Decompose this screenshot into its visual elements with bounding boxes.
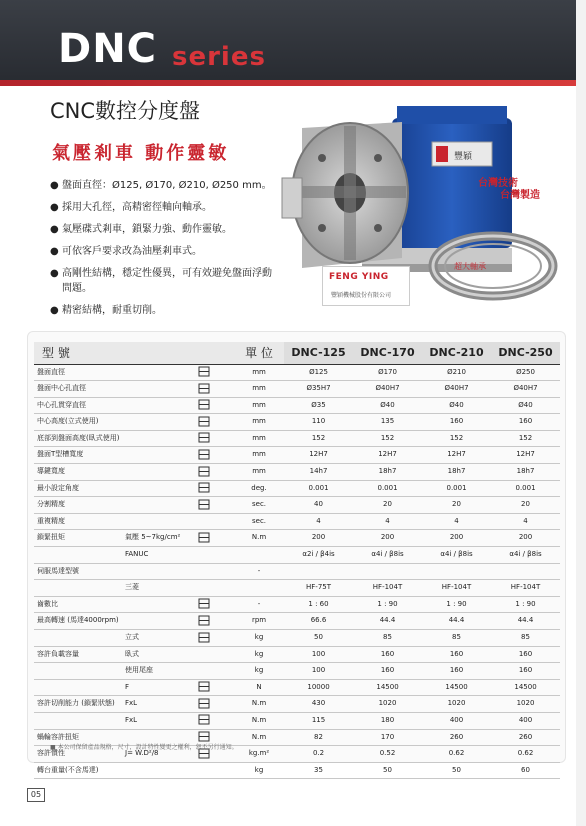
spec-name: 盤面直徑 bbox=[34, 364, 122, 381]
spec-value: 1020 bbox=[422, 696, 491, 713]
spec-value: 400 bbox=[491, 712, 560, 729]
taiwan-badge bbox=[478, 178, 568, 212]
spec-icon-cell bbox=[174, 397, 234, 414]
header-unit: 單 位 bbox=[234, 342, 284, 364]
spec-name: 盤面中心孔直徑 bbox=[34, 381, 122, 398]
spec-extra bbox=[122, 480, 174, 497]
spec-value: 100 bbox=[284, 646, 353, 663]
spec-value: Ø35H7 bbox=[284, 381, 353, 398]
spec-unit: kg bbox=[234, 630, 284, 647]
spec-unit: kg bbox=[234, 646, 284, 663]
spec-value: 20 bbox=[491, 497, 560, 514]
spec-value: 66.6 bbox=[284, 613, 353, 630]
spec-value: 160 bbox=[422, 663, 491, 680]
spec-value: 44.4 bbox=[491, 613, 560, 630]
feature-item: ● 盤面直徑：Ø125, Ø170, Ø210, Ø250 mm。 bbox=[50, 180, 272, 191]
spec-value: Ø40 bbox=[491, 397, 560, 414]
spec-value: Ø40 bbox=[353, 397, 422, 414]
spec-unit: N.m bbox=[234, 696, 284, 713]
spec-value: 200 bbox=[422, 530, 491, 547]
spec-name: 中心孔貫穿直徑 bbox=[34, 397, 122, 414]
spec-value: Ø170 bbox=[353, 364, 422, 381]
spec-extra: FxL bbox=[122, 696, 174, 713]
spec-unit: mm bbox=[234, 464, 284, 481]
bearing-label: 超大軸承 bbox=[454, 262, 486, 271]
spec-value: 20 bbox=[353, 497, 422, 514]
spec-name bbox=[34, 630, 122, 647]
taiwan-tech-label: 台灣技術 bbox=[478, 178, 518, 189]
spec-unit: rpm bbox=[234, 613, 284, 630]
spec-unit: kg bbox=[234, 762, 284, 779]
spec-value: 18h7 bbox=[491, 464, 560, 481]
spec-value: 170 bbox=[353, 729, 422, 746]
spec-name: 最小設定角度 bbox=[34, 480, 122, 497]
spec-name: 伺服馬達型號 bbox=[34, 563, 122, 580]
spec-unit: deg. bbox=[234, 480, 284, 497]
table-row bbox=[34, 563, 560, 580]
spec-extra bbox=[122, 563, 174, 580]
table-row bbox=[34, 430, 560, 447]
spec-icon-cell bbox=[174, 712, 234, 729]
plate-brand: 豐穎 bbox=[454, 152, 473, 162]
spec-value: 50 bbox=[284, 630, 353, 647]
spec-name bbox=[34, 547, 122, 564]
spec-value: 1 : 60 bbox=[284, 596, 353, 613]
spec-value: 14500 bbox=[491, 679, 560, 696]
spec-icon-cell bbox=[174, 663, 234, 680]
spec-unit bbox=[234, 580, 284, 597]
spec-name: 蝸輪容許扭矩 bbox=[34, 729, 122, 746]
spec-value: 85 bbox=[422, 630, 491, 647]
spec-value: Ø125 bbox=[284, 364, 353, 381]
spec-unit: mm bbox=[234, 447, 284, 464]
feature-item: ● 採用大孔徑，高精密徑軸向軸承。 bbox=[50, 202, 212, 213]
spec-unit: N.m bbox=[234, 712, 284, 729]
page-title: CNC數控分度盤 bbox=[50, 99, 201, 123]
spec-value: 50 bbox=[353, 762, 422, 779]
spec-icon-cell bbox=[174, 447, 234, 464]
spec-unit: mm bbox=[234, 430, 284, 447]
spec-value: 0.62 bbox=[422, 746, 491, 763]
spec-value: 1020 bbox=[491, 696, 560, 713]
spec-value: 10000 bbox=[284, 679, 353, 696]
spec-value: 152 bbox=[491, 430, 560, 447]
spec-value: 100 bbox=[284, 663, 353, 680]
spec-name: 最高轉速 (馬達4000rpm) bbox=[34, 613, 122, 630]
spec-extra: FANUC bbox=[122, 547, 174, 564]
spec-value: 160 bbox=[422, 646, 491, 663]
header-model-2: DNC-170 bbox=[353, 342, 422, 364]
spec-value: 0.001 bbox=[284, 480, 353, 497]
spec-icon-cell bbox=[174, 430, 234, 447]
spec-value: 18h7 bbox=[422, 464, 491, 481]
table-row bbox=[34, 712, 560, 729]
disclaimer-note: ■ 本公司保留產品規格，尺寸，設計特性變更之權利，恕不另行通知。 bbox=[50, 744, 238, 751]
feature-item: ● 高剛性結構，穩定性優異，可有效避免盤面浮動問題。 bbox=[50, 268, 272, 294]
brand-title: DNC bbox=[58, 26, 158, 72]
worm-torque-icon bbox=[197, 731, 211, 742]
load-vertical-icon bbox=[197, 632, 211, 643]
spec-value: HF-104T bbox=[353, 580, 422, 597]
spec-icon-cell bbox=[174, 414, 234, 431]
spec-icon-cell bbox=[174, 580, 234, 597]
spec-icon-cell bbox=[174, 497, 234, 514]
spec-extra bbox=[122, 414, 174, 431]
spec-icon-cell bbox=[174, 696, 234, 713]
spec-icon-cell bbox=[174, 364, 234, 381]
spec-value: 14500 bbox=[353, 679, 422, 696]
spec-name bbox=[34, 663, 122, 680]
spec-value: HF-104T bbox=[422, 580, 491, 597]
spec-body bbox=[34, 364, 560, 779]
spec-value: 44.4 bbox=[353, 613, 422, 630]
table-row bbox=[34, 630, 560, 647]
spec-value: Ø40 bbox=[422, 397, 491, 414]
table-row bbox=[34, 464, 560, 481]
table-row bbox=[34, 613, 560, 630]
table-row bbox=[34, 596, 560, 613]
spec-value: 0.62 bbox=[491, 746, 560, 763]
spec-unit: mm bbox=[234, 414, 284, 431]
spec-value: α2i / β4is bbox=[284, 547, 353, 564]
spec-unit: kg.m² bbox=[234, 746, 284, 763]
spec-value: 14500 bbox=[422, 679, 491, 696]
spec-icon-cell bbox=[174, 464, 234, 481]
spec-name: 容許慣性 bbox=[34, 746, 122, 763]
base-height-icon bbox=[197, 432, 211, 443]
table-row bbox=[34, 663, 560, 680]
table-row bbox=[34, 414, 560, 431]
spec-value: 152 bbox=[422, 430, 491, 447]
t-slot-icon bbox=[197, 449, 211, 460]
spec-name: 齒數比 bbox=[34, 596, 122, 613]
feature-item: ● 精密結構，耐重切削。 bbox=[50, 305, 162, 316]
spec-name: 導鍵寬度 bbox=[34, 464, 122, 481]
feature-item: ● 可依客戶要求改為油壓剎車式。 bbox=[50, 246, 202, 257]
spec-value: 110 bbox=[284, 414, 353, 431]
spec-value: 85 bbox=[353, 630, 422, 647]
spec-value: 12H7 bbox=[284, 447, 353, 464]
spec-icon-cell bbox=[174, 646, 234, 663]
header-model-1: DNC-125 bbox=[284, 342, 353, 364]
table-row bbox=[34, 547, 560, 564]
spec-value: 260 bbox=[491, 729, 560, 746]
spec-name bbox=[34, 712, 122, 729]
spec-unit: mm bbox=[234, 397, 284, 414]
spec-icon-cell bbox=[174, 630, 234, 647]
spec-value: Ø250 bbox=[491, 364, 560, 381]
spec-name: 轉台重量(不含馬達) bbox=[34, 762, 122, 779]
spec-value bbox=[491, 563, 560, 580]
spec-value: 85 bbox=[491, 630, 560, 647]
spec-extra: FxL bbox=[122, 712, 174, 729]
spec-value: 4 bbox=[353, 513, 422, 530]
spec-extra: 三菱 bbox=[122, 580, 174, 597]
spec-unit: N.m bbox=[234, 729, 284, 746]
spec-value bbox=[284, 563, 353, 580]
header-band bbox=[0, 0, 576, 86]
feature-list bbox=[50, 178, 280, 325]
spec-value: HF-75T bbox=[284, 580, 353, 597]
spec-value: 152 bbox=[353, 430, 422, 447]
spec-value: 12H7 bbox=[422, 447, 491, 464]
spec-extra: 立式 bbox=[122, 630, 174, 647]
page-number: 05 bbox=[27, 788, 45, 802]
spec-unit: - bbox=[234, 563, 284, 580]
center-hole-icon bbox=[197, 383, 211, 394]
spec-value: 4 bbox=[422, 513, 491, 530]
spec-unit bbox=[234, 547, 284, 564]
spec-unit: mm bbox=[234, 381, 284, 398]
spec-value: 152 bbox=[284, 430, 353, 447]
table-row bbox=[34, 679, 560, 696]
spec-icon-cell bbox=[174, 381, 234, 398]
gear-ratio-icon bbox=[197, 598, 211, 609]
spec-value: 60 bbox=[491, 762, 560, 779]
indexing-icon bbox=[197, 499, 211, 510]
spec-value: 160 bbox=[491, 414, 560, 431]
spec-unit: sec. bbox=[234, 497, 284, 514]
spec-value: Ø40H7 bbox=[491, 381, 560, 398]
table-row bbox=[34, 762, 560, 779]
spec-unit: N bbox=[234, 679, 284, 696]
spec-extra bbox=[122, 364, 174, 381]
through-hole-icon bbox=[197, 399, 211, 410]
spec-name: 分割精度 bbox=[34, 497, 122, 514]
taiwan-made-label: 台灣製造 bbox=[500, 190, 540, 201]
spec-value: 0.001 bbox=[422, 480, 491, 497]
spec-value: 160 bbox=[422, 414, 491, 431]
spec-extra bbox=[122, 464, 174, 481]
spec-value bbox=[353, 563, 422, 580]
spec-extra bbox=[122, 397, 174, 414]
force-fxl-icon bbox=[197, 698, 211, 709]
guide-key-icon bbox=[197, 466, 211, 477]
spec-extra bbox=[122, 447, 174, 464]
spec-value: 160 bbox=[491, 663, 560, 680]
spec-extra: J= W.D²/8 bbox=[122, 746, 174, 763]
table-row bbox=[34, 364, 560, 381]
table-row bbox=[34, 480, 560, 497]
spec-value: 18h7 bbox=[353, 464, 422, 481]
spec-value: Ø40H7 bbox=[353, 381, 422, 398]
spec-extra bbox=[122, 381, 174, 398]
spec-value: 20 bbox=[422, 497, 491, 514]
spec-value: 40 bbox=[284, 497, 353, 514]
spec-value: 0.2 bbox=[284, 746, 353, 763]
spec-unit: kg bbox=[234, 663, 284, 680]
spec-value: 430 bbox=[284, 696, 353, 713]
spec-name: 重複精度 bbox=[34, 513, 122, 530]
spec-extra: 氣壓 5~7kg/cm² bbox=[122, 530, 174, 547]
spec-extra bbox=[122, 513, 174, 530]
spec-table bbox=[34, 342, 560, 779]
spec-value: 0.52 bbox=[353, 746, 422, 763]
table-row bbox=[34, 397, 560, 414]
spec-value: 115 bbox=[284, 712, 353, 729]
table-row bbox=[34, 580, 560, 597]
spec-value: Ø35 bbox=[284, 397, 353, 414]
spec-value: α4i / β8is bbox=[491, 547, 560, 564]
spec-value: 12H7 bbox=[353, 447, 422, 464]
spec-value: 135 bbox=[353, 414, 422, 431]
table-row bbox=[34, 530, 560, 547]
spec-value bbox=[422, 563, 491, 580]
spec-icon-cell bbox=[174, 613, 234, 630]
spec-value: 4 bbox=[284, 513, 353, 530]
spec-value: 14h7 bbox=[284, 464, 353, 481]
spec-value: 50 bbox=[422, 762, 491, 779]
spec-icon-cell bbox=[174, 596, 234, 613]
spec-name: 中心高度(立式使用) bbox=[34, 414, 122, 431]
spec-value: α4i / β8is bbox=[353, 547, 422, 564]
spec-extra bbox=[122, 613, 174, 630]
header-stripe bbox=[0, 80, 576, 86]
spec-value: 260 bbox=[422, 729, 491, 746]
spec-unit: mm bbox=[234, 364, 284, 381]
spec-value: 160 bbox=[491, 646, 560, 663]
spec-value: 1 : 90 bbox=[491, 596, 560, 613]
spec-name: 底部到盤面高度(臥式使用) bbox=[34, 430, 122, 447]
spec-unit: - bbox=[234, 596, 284, 613]
spec-value: Ø210 bbox=[422, 364, 491, 381]
page-subtitle: 氣壓剎車 動作靈敏 bbox=[52, 143, 230, 164]
torque-icon bbox=[197, 532, 211, 543]
spec-value: 400 bbox=[422, 712, 491, 729]
spec-extra: 臥式 bbox=[122, 646, 174, 663]
table-row bbox=[34, 696, 560, 713]
spec-extra bbox=[122, 762, 174, 779]
spec-icon-cell bbox=[174, 547, 234, 564]
page-edge bbox=[576, 0, 586, 826]
bearing-image bbox=[418, 226, 558, 306]
header-model-4: DNC-250 bbox=[491, 342, 560, 364]
feature-item: ● 氣壓碟式剎車，鎖緊力強、動作靈敏。 bbox=[50, 224, 232, 235]
brand-series: series bbox=[172, 42, 266, 72]
spec-value: 4 bbox=[491, 513, 560, 530]
spec-extra bbox=[122, 596, 174, 613]
table-row bbox=[34, 513, 560, 530]
table-header-row bbox=[34, 342, 560, 364]
spec-value: 1 : 90 bbox=[422, 596, 491, 613]
center-height-icon bbox=[197, 416, 211, 427]
spec-extra: 使用尾座 bbox=[122, 663, 174, 680]
spec-value: 0.001 bbox=[491, 480, 560, 497]
table-row bbox=[34, 497, 560, 514]
spec-value: 1020 bbox=[353, 696, 422, 713]
spec-icon-cell bbox=[174, 563, 234, 580]
spec-name: 盤面T型槽寬度 bbox=[34, 447, 122, 464]
speed-icon bbox=[197, 615, 211, 626]
spec-name: 容許負載容量 bbox=[34, 646, 122, 663]
spec-unit: sec. bbox=[234, 513, 284, 530]
spec-value: 180 bbox=[353, 712, 422, 729]
spec-value: 44.4 bbox=[422, 613, 491, 630]
spec-icon-cell bbox=[174, 513, 234, 530]
table-row bbox=[34, 447, 560, 464]
spec-value: 1 : 90 bbox=[353, 596, 422, 613]
angle-icon bbox=[197, 482, 211, 493]
spec-icon-cell bbox=[174, 530, 234, 547]
diameter-icon bbox=[197, 366, 211, 377]
header-model: 型 號 bbox=[34, 342, 234, 364]
spec-value: 200 bbox=[491, 530, 560, 547]
table-row bbox=[34, 381, 560, 398]
table-row bbox=[34, 646, 560, 663]
spec-value: 82 bbox=[284, 729, 353, 746]
header-model-3: DNC-210 bbox=[422, 342, 491, 364]
spec-value: 200 bbox=[284, 530, 353, 547]
spec-value: α4i / β8is bbox=[422, 547, 491, 564]
spec-name: 容許切削能力 (鎖緊狀態) bbox=[34, 696, 122, 713]
spec-icon-cell bbox=[174, 679, 234, 696]
spec-extra bbox=[122, 497, 174, 514]
company-logo: FENG YING 豐穎機械股份有限公司 bbox=[322, 266, 410, 306]
spec-value: 160 bbox=[353, 646, 422, 663]
spec-value: 160 bbox=[353, 663, 422, 680]
spec-name: 鎖緊扭矩 bbox=[34, 530, 122, 547]
spec-extra bbox=[122, 430, 174, 447]
spec-name bbox=[34, 679, 122, 696]
spec-icon-cell bbox=[174, 480, 234, 497]
spec-extra: F bbox=[122, 679, 174, 696]
spec-value: HF-104T bbox=[491, 580, 560, 597]
force-f-icon bbox=[197, 681, 211, 692]
spec-value: 0.001 bbox=[353, 480, 422, 497]
spec-value: Ø40H7 bbox=[422, 381, 491, 398]
force-fxl2-icon bbox=[197, 714, 211, 725]
spec-icon-cell bbox=[174, 762, 234, 779]
spec-value: 35 bbox=[284, 762, 353, 779]
spec-value: 200 bbox=[353, 530, 422, 547]
spec-name bbox=[34, 580, 122, 597]
spec-value: 12H7 bbox=[491, 447, 560, 464]
spec-unit: N.m bbox=[234, 530, 284, 547]
